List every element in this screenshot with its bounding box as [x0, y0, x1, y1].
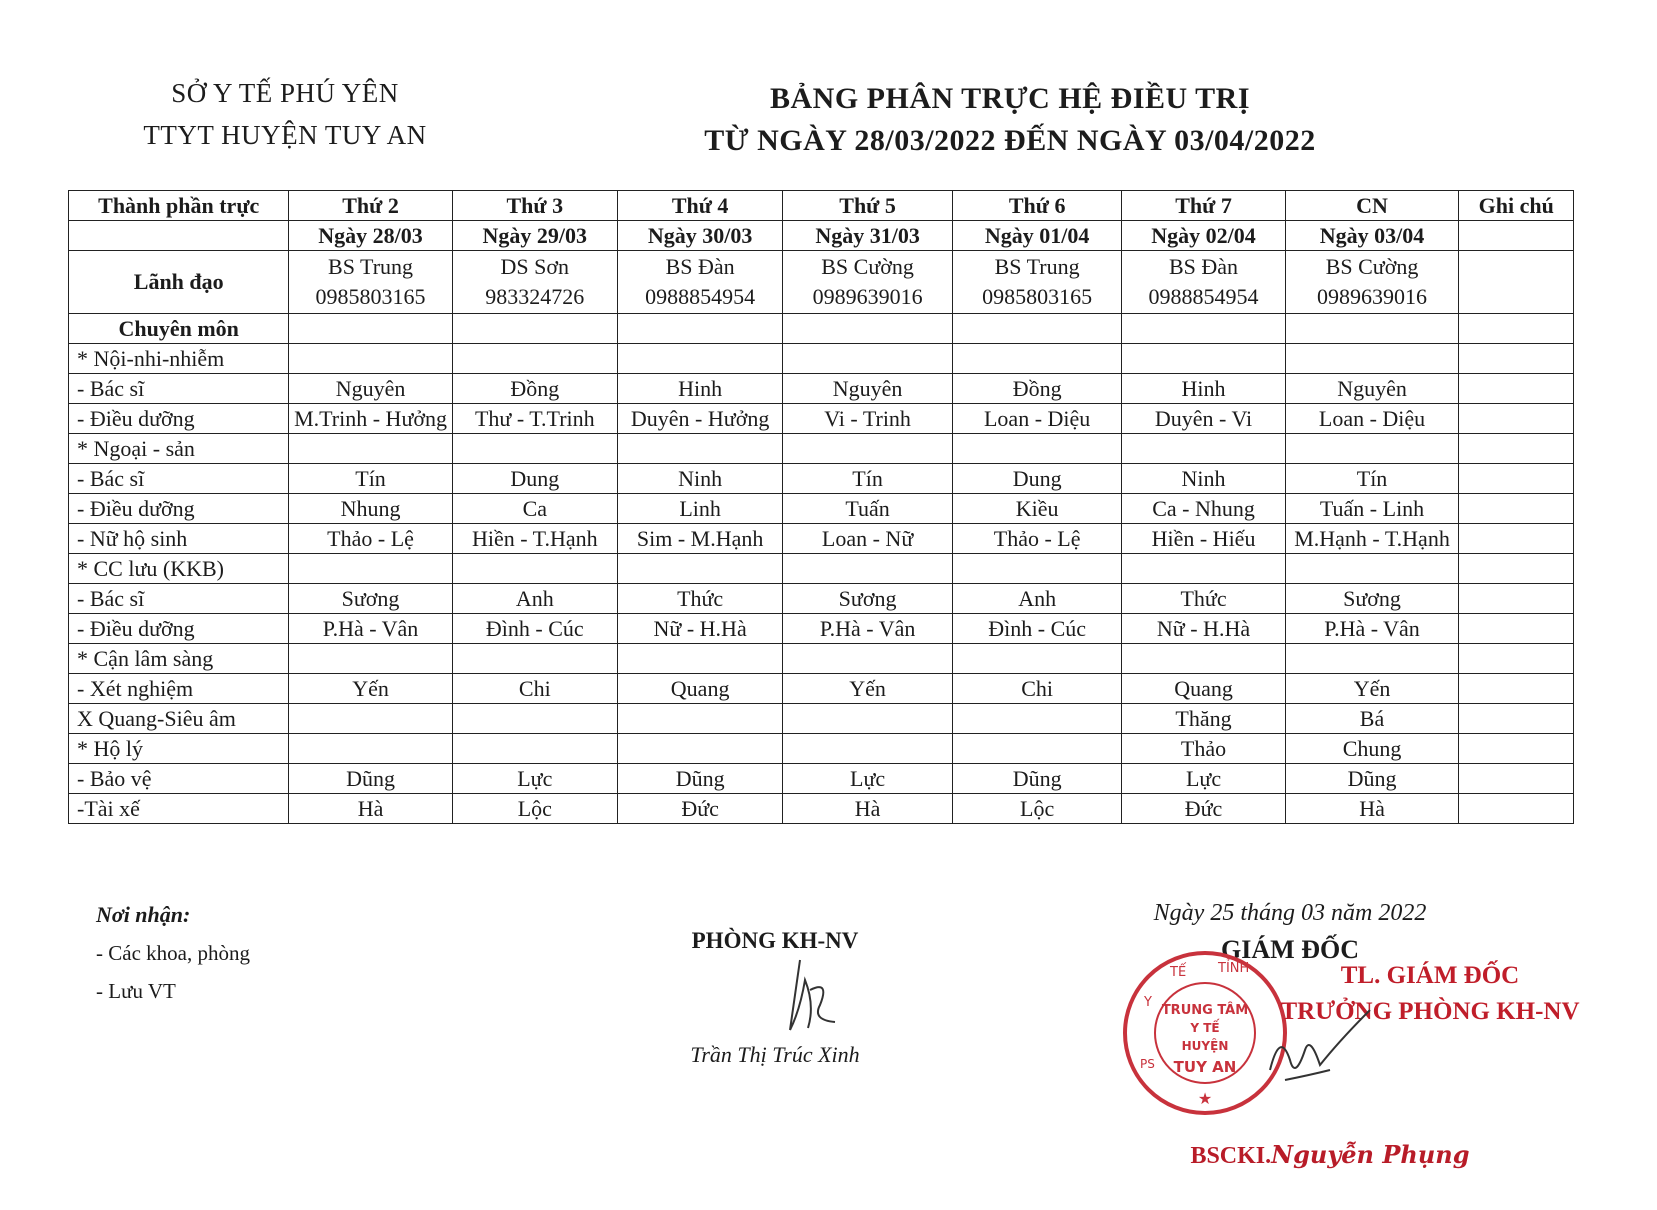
duty-cell: Đức — [1122, 794, 1285, 824]
row-label: - Nữ hộ sinh — [69, 524, 289, 554]
leader-cell — [452, 251, 617, 314]
duty-cell: Lực — [452, 764, 617, 794]
duty-cell: Tuấn - Linh — [1285, 494, 1459, 524]
duty-cell — [289, 704, 452, 734]
duty-cell: Dung — [952, 464, 1122, 494]
leader-phone: 0988854954 — [1148, 284, 1259, 309]
duty-cell: Anh — [452, 584, 617, 614]
leader-phone: 0985803165 — [982, 284, 1093, 309]
duty-cell — [289, 434, 452, 464]
duty-cell — [1285, 644, 1459, 674]
leader-cell — [289, 251, 452, 314]
leader-cell — [952, 251, 1122, 314]
table-row — [69, 584, 1574, 614]
duty-cell — [783, 644, 953, 674]
duty-cell: Chung — [1285, 734, 1459, 764]
stamp-text: TẾ — [1170, 965, 1187, 980]
duty-cell — [783, 344, 953, 374]
duty-cell: Đình - Cúc — [452, 614, 617, 644]
leader-name: BS Đàn — [665, 254, 735, 279]
duty-cell: Kiều — [952, 494, 1122, 524]
duty-cell: Nguyên — [1285, 374, 1459, 404]
day-name-header: Thứ 2 — [289, 191, 452, 221]
row-label: * Ngoại - sản — [69, 434, 289, 464]
duty-cell: Hà — [783, 794, 953, 824]
day-date-header: Ngày 02/04 — [1122, 221, 1285, 251]
duty-cell: Loan - Nữ — [783, 524, 953, 554]
note-cell — [1459, 764, 1574, 794]
duty-cell — [1285, 434, 1459, 464]
duty-cell: Dũng — [1285, 764, 1459, 794]
recipients-title: Nơi nhận: — [96, 902, 191, 927]
table-row — [69, 404, 1574, 434]
note-cell — [1459, 554, 1574, 584]
day-date-header: Ngày 29/03 — [452, 221, 617, 251]
row-label: - Điều dưỡng — [69, 494, 289, 524]
recipient-item: - Các khoa, phòng — [96, 941, 250, 965]
table-row — [69, 704, 1574, 734]
note-cell — [1459, 221, 1574, 251]
duty-cell: Thảo — [1122, 734, 1285, 764]
duty-cell — [452, 644, 617, 674]
stamp-text: Y — [1144, 995, 1152, 1010]
duty-cell: P.Hà - Vân — [1285, 614, 1459, 644]
note-cell — [1459, 374, 1574, 404]
duty-cell — [617, 344, 782, 374]
row-label: - Điều dưỡng — [69, 404, 289, 434]
duty-cell — [1285, 554, 1459, 584]
row-label: - Bác sĩ — [69, 374, 289, 404]
leader-name: BS Đàn — [1168, 254, 1239, 279]
duty-cell: Lộc — [952, 794, 1122, 824]
duty-cell: Dũng — [952, 764, 1122, 794]
duty-cell: Tín — [1285, 464, 1459, 494]
duty-cell — [952, 704, 1122, 734]
recipients — [96, 896, 250, 1010]
duty-cell: Hà — [289, 794, 452, 824]
day-date-header: Ngày 03/04 — [1285, 221, 1459, 251]
duty-cell: Thăng — [1122, 704, 1285, 734]
tl-line-1: TL. GIÁM ĐỐC — [1340, 962, 1520, 989]
duty-cell: Anh — [952, 584, 1122, 614]
table-date-row — [69, 221, 1574, 251]
duty-cell: Yến — [783, 674, 953, 704]
duty-cell: Ninh — [617, 464, 782, 494]
duty-cell: Thảo - Lệ — [289, 524, 452, 554]
duty-cell: M.Hạnh - T.Hạnh — [1285, 524, 1459, 554]
stamp-text: TRUNG TÂM — [1161, 1003, 1249, 1018]
duty-cell — [783, 434, 953, 464]
duty-cell: Đức — [617, 794, 782, 824]
duty-cell: Hinh — [1122, 374, 1285, 404]
row-label: - Điều dưỡng — [69, 614, 289, 644]
duty-cell: M.Trinh - Hưởng — [289, 404, 452, 434]
duty-cell: Loan - Diệu — [1285, 404, 1459, 434]
duty-cell — [452, 434, 617, 464]
sign-date: Ngày 25 tháng 03 năm 2022 — [1153, 900, 1427, 926]
leader-name: BS Cường — [1325, 254, 1419, 279]
table-row — [69, 524, 1574, 554]
table-row — [69, 374, 1574, 404]
duty-cell: P.Hà - Vân — [289, 614, 452, 644]
row-label: -Tài xế — [69, 794, 289, 824]
duty-cell — [289, 554, 452, 584]
duty-cell: Sim - M.Hạnh — [617, 524, 782, 554]
duty-cell: Thức — [617, 584, 782, 614]
table-row — [69, 554, 1574, 584]
duty-cell: Dũng — [289, 764, 452, 794]
row-label: * CC lưu (KKB) — [69, 554, 289, 584]
table-row — [69, 494, 1574, 524]
duty-cell: Tín — [783, 464, 953, 494]
day-name-header: Thứ 4 — [617, 191, 782, 221]
stamp-text: TỈNH — [1218, 961, 1250, 976]
duty-cell: Dũng — [617, 764, 782, 794]
duty-cell: Chi — [952, 674, 1122, 704]
table-row — [69, 734, 1574, 764]
duty-cell — [452, 554, 617, 584]
duty-cell — [1122, 434, 1285, 464]
duty-cell — [1122, 314, 1285, 344]
duty-cell — [952, 554, 1122, 584]
duty-cell: Vi - Trinh — [783, 404, 953, 434]
duty-cell: Yến — [289, 674, 452, 704]
duty-schedule-table — [68, 190, 1574, 824]
duty-cell: Ninh — [1122, 464, 1285, 494]
duty-cell: Ca - Nhung — [1122, 494, 1285, 524]
director-signature — [1250, 1000, 1380, 1100]
note-header: Ghi chú — [1459, 191, 1574, 221]
duty-cell: Thảo - Lệ — [952, 524, 1122, 554]
row-label: Chuyên môn — [69, 314, 289, 344]
duty-cell: Chi — [452, 674, 617, 704]
duty-cell — [617, 314, 782, 344]
dept-signer-name: Trần Thị Trúc Xinh — [690, 1042, 860, 1067]
stamp-text: TUY AN — [1173, 1058, 1237, 1076]
director-name — [1170, 1140, 1490, 1170]
duty-cell: Bá — [1285, 704, 1459, 734]
note-cell — [1459, 251, 1574, 314]
duty-cell — [617, 644, 782, 674]
duty-cell — [783, 704, 953, 734]
duty-cell: Dung — [452, 464, 617, 494]
row-label: - Bảo vệ — [69, 764, 289, 794]
duty-cell — [452, 314, 617, 344]
note-cell — [1459, 734, 1574, 764]
duty-cell — [617, 704, 782, 734]
duty-cell — [783, 734, 953, 764]
dept-title: PHÒNG KH-NV — [691, 928, 859, 953]
duty-cell — [452, 734, 617, 764]
director-prefix: BSCKI. — [1190, 1143, 1272, 1169]
row-label: - Bác sĩ — [69, 464, 289, 494]
stamp-text: HUYỆN — [1181, 1039, 1229, 1053]
leader-name: BS Trung — [994, 254, 1080, 279]
duty-cell: Thức — [1122, 584, 1285, 614]
row-label: - Bác sĩ — [69, 584, 289, 614]
duty-cell: Thư - T.Trinh — [452, 404, 617, 434]
row-label: * Cận lâm sàng — [69, 644, 289, 674]
duty-cell — [1285, 314, 1459, 344]
duty-cell — [1122, 344, 1285, 374]
duty-cell: P.Hà - Vân — [783, 614, 953, 644]
duty-cell — [452, 344, 617, 374]
note-cell — [1459, 674, 1574, 704]
note-cell — [1459, 704, 1574, 734]
note-cell — [1459, 344, 1574, 374]
leader-phone: 983324726 — [485, 284, 585, 309]
row-label: * Nội-nhi-nhiễm — [69, 344, 289, 374]
duty-cell: Sương — [1285, 584, 1459, 614]
duty-cell: Ca — [452, 494, 617, 524]
duty-cell: Sương — [783, 584, 953, 614]
row-label: Lãnh đạo — [69, 251, 289, 314]
day-name-header: Thứ 6 — [952, 191, 1122, 221]
duty-cell: Quang — [1122, 674, 1285, 704]
table-row — [69, 764, 1574, 794]
leader-name: BS Trung — [328, 254, 414, 279]
duty-cell: Hinh — [617, 374, 782, 404]
dept-signature — [760, 950, 870, 1040]
day-date-header: Ngày 01/04 — [952, 221, 1122, 251]
leader-name: BS Cường — [821, 254, 914, 279]
day-date-header: Ngày 28/03 — [289, 221, 452, 251]
recipient-item: - Lưu VT — [96, 979, 176, 1003]
duty-cell: Nữ - H.Hà — [617, 614, 782, 644]
duty-cell: Linh — [617, 494, 782, 524]
duty-cell: Sương — [289, 584, 452, 614]
table-row-leadership — [69, 251, 1574, 314]
note-cell — [1459, 404, 1574, 434]
duty-cell — [289, 344, 452, 374]
director-title: GIÁM ĐỐC — [1221, 935, 1359, 964]
stamp-text: PS — [1140, 1057, 1155, 1071]
duty-cell: Tín — [289, 464, 452, 494]
leader-phone: 0989639016 — [812, 284, 923, 309]
org-line-2: TTYT HUYỆN TUY AN — [143, 120, 427, 150]
corner-header: Thành phần trực — [69, 191, 289, 221]
duty-cell: Nhung — [289, 494, 452, 524]
note-cell — [1459, 524, 1574, 554]
table-row — [69, 344, 1574, 374]
duty-cell — [617, 734, 782, 764]
duty-cell: Duyên - Vi — [1122, 404, 1285, 434]
duty-cell — [1122, 554, 1285, 584]
leader-phone: 0985803165 — [315, 284, 426, 309]
duty-cell: Đồng — [952, 374, 1122, 404]
stamp-star-icon: ★ — [1197, 1091, 1213, 1108]
leader-cell — [617, 251, 782, 314]
duty-cell — [783, 554, 953, 584]
duty-cell — [952, 314, 1122, 344]
table-row — [69, 644, 1574, 674]
duty-cell: Nguyên — [289, 374, 452, 404]
duty-cell: Đồng — [452, 374, 617, 404]
table-row — [69, 614, 1574, 644]
table-row — [69, 314, 1574, 344]
leader-cell — [1285, 251, 1459, 314]
row-label: * Hộ lý — [69, 734, 289, 764]
duty-cell — [952, 734, 1122, 764]
duty-cell: Hà — [1285, 794, 1459, 824]
duty-cell — [289, 644, 452, 674]
leader-cell — [783, 251, 953, 314]
duty-cell: Lộc — [452, 794, 617, 824]
leader-phone: 0988854954 — [645, 284, 756, 309]
duty-cell: Nữ - H.Hà — [1122, 614, 1285, 644]
director-signed-name: Nguyễn Phụng — [1271, 1140, 1470, 1169]
duty-cell: Yến — [1285, 674, 1459, 704]
duty-cell: Tuấn — [783, 494, 953, 524]
duty-cell — [952, 644, 1122, 674]
duty-cell — [1122, 644, 1285, 674]
note-cell — [1459, 494, 1574, 524]
note-cell — [1459, 434, 1574, 464]
title-line-2: TỪ NGÀY 28/03/2022 ĐẾN NGÀY 03/04/2022 — [704, 124, 1316, 157]
note-cell — [1459, 794, 1574, 824]
note-cell — [1459, 314, 1574, 344]
leader-cell — [1122, 251, 1285, 314]
duty-cell — [783, 314, 953, 344]
org-line-1: SỞ Y TẾ PHÚ YÊN — [171, 78, 399, 108]
table-row — [69, 794, 1574, 824]
duty-cell — [289, 734, 452, 764]
duty-cell: Lực — [1122, 764, 1285, 794]
org-header — [120, 72, 450, 156]
duty-cell — [952, 434, 1122, 464]
duty-cell: Hiền - T.Hạnh — [452, 524, 617, 554]
note-cell — [1459, 464, 1574, 494]
duty-cell: Quang — [617, 674, 782, 704]
note-cell — [1459, 644, 1574, 674]
leader-name: DS Sơn — [500, 254, 570, 279]
table-header-row — [69, 191, 1574, 221]
title-line-1: BẢNG PHÂN TRỰC HỆ ĐIỀU TRỊ — [769, 82, 1250, 115]
duty-cell: Duyên - Hưởng — [617, 404, 782, 434]
corner-blank — [69, 221, 289, 251]
row-label: X Quang-Siêu âm — [69, 704, 289, 734]
duty-cell — [452, 704, 617, 734]
duty-cell: Loan - Diệu — [952, 404, 1122, 434]
day-date-header: Ngày 30/03 — [617, 221, 782, 251]
table-row — [69, 464, 1574, 494]
table-row — [69, 434, 1574, 464]
duty-cell — [1285, 344, 1459, 374]
table-row — [69, 674, 1574, 704]
note-cell — [1459, 584, 1574, 614]
duty-cell — [617, 554, 782, 584]
duty-cell — [289, 314, 452, 344]
day-name-header: Thứ 3 — [452, 191, 617, 221]
day-name-header: CN — [1285, 191, 1459, 221]
leader-phone: 0989639016 — [1317, 284, 1428, 309]
duty-cell — [952, 344, 1122, 374]
document-title — [640, 78, 1380, 162]
tl-line-2: TRƯỞNG PHÒNG KH-NV — [1280, 998, 1580, 1025]
duty-cell: Lực — [783, 764, 953, 794]
row-label: - Xét nghiệm — [69, 674, 289, 704]
stamp-text: Y TẾ — [1190, 1021, 1220, 1035]
day-name-header: Thứ 7 — [1122, 191, 1285, 221]
note-cell — [1459, 614, 1574, 644]
duty-cell — [617, 434, 782, 464]
duty-cell: Nguyên — [783, 374, 953, 404]
duty-cell: Đình - Cúc — [952, 614, 1122, 644]
day-name-header: Thứ 5 — [783, 191, 953, 221]
day-date-header: Ngày 31/03 — [783, 221, 953, 251]
duty-cell: Hiền - Hiếu — [1122, 524, 1285, 554]
